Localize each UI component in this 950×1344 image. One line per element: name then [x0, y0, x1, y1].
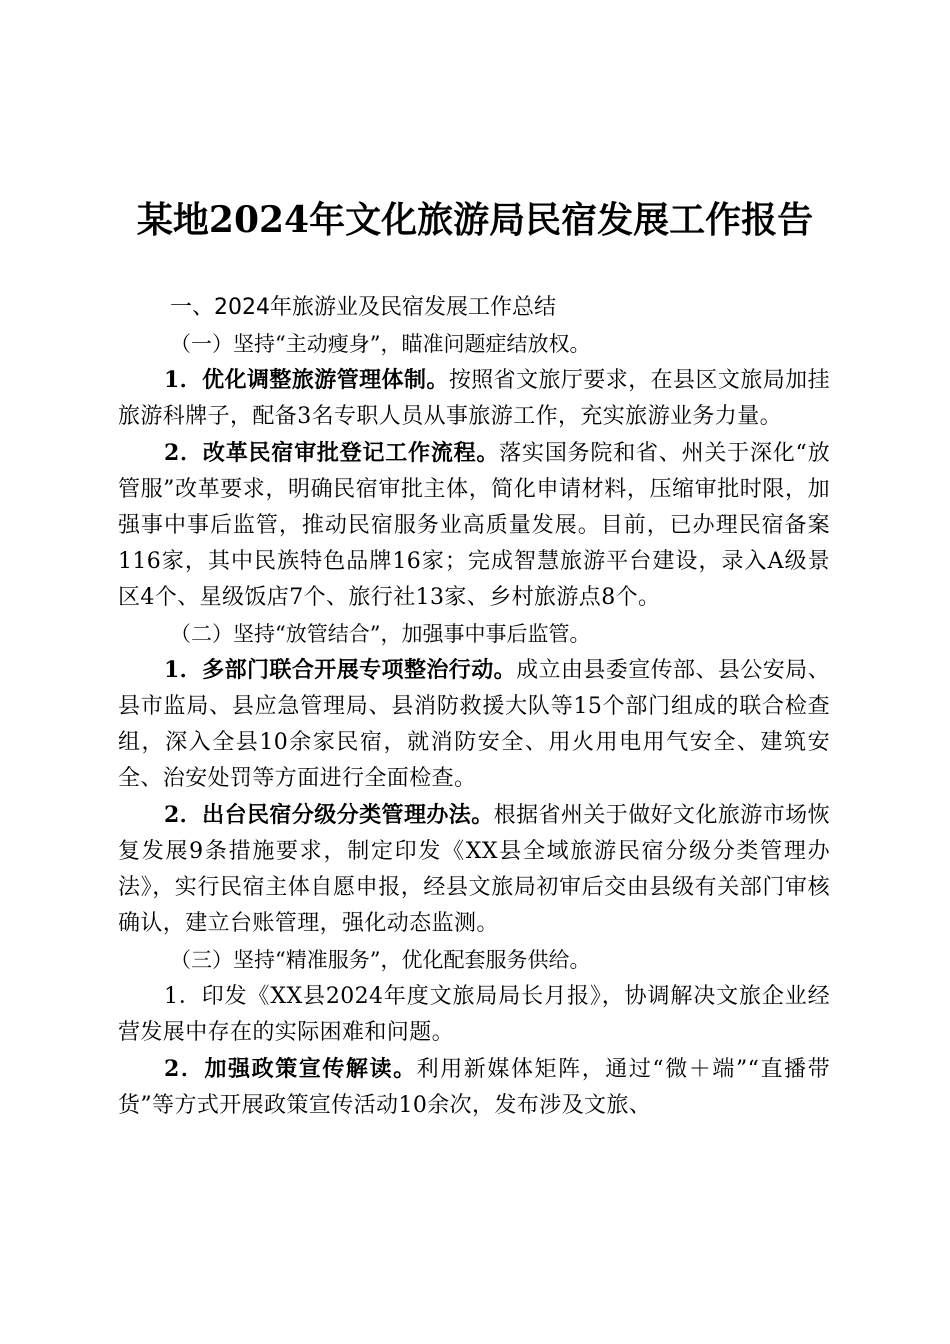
paragraph-text: 利用新媒体矩阵，通过“微＋端”“直播带货”等方式开展政策宣传活动10余次，发布涉及文旅、	[118, 1057, 830, 1118]
paragraph-lead: 2．改革民宿审批登记工作流程。	[164, 440, 500, 466]
paragraph	[118, 1051, 830, 1124]
paragraph-text: 落实国务院和省、州关于深化“放管服”改革要求，明确民宿审批主体，简化申请材料，压缩审批时限，加强事中事后监管，推动民宿服务业高质量发展。目前，已办理民宿备案116家，其中民族特色品牌16家；完成智慧旅游平台建设，录入A级景区4个、星级饭店7个、旅行社13家、乡村旅游点8个。	[118, 441, 831, 610]
paragraph-text: 成立由县委宣传部、县公安局、县市监局、县应急管理局、县消防救援大队等15个部门组成的联合检查组，深入全县10余家民宿，就消防安全、用火用电用气安全、建筑安全、治安处罚等方面进行全面检查。	[118, 658, 830, 791]
subsection-heading-1: （一）坚持“主动瘦身”，瞄准问题症结放权。	[170, 332, 591, 356]
paragraph	[118, 362, 830, 435]
subsection-heading-2: （二）坚持“放管结合”，加强事中事后监管。	[170, 622, 591, 646]
paragraph-text: 按照省文旅厅要求，在县区文旅局加挂旅游科牌子，配备3名专职人员从事旅游工作，充实旅游业务力量。	[118, 368, 830, 429]
subsection-heading-3: （三）坚持“精准服务”，优化配套服务供给。	[170, 948, 591, 972]
paragraph-lead: 1．优化调整旅游管理体制。	[164, 367, 449, 393]
document-title: 某地2024年文化旅游局民宿发展工作报告	[136, 199, 814, 241]
paragraph-lead: 2．加强政策宣传解读。	[164, 1056, 417, 1082]
paragraph	[118, 978, 830, 1051]
paragraph-text: 1．印发《XX县2024年度文旅局局长月报》，协调解决文旅企业经营发展中存在的实际困难和问题。	[118, 984, 830, 1045]
section-heading: 一、2024年旅游业及民宿发展工作总结	[170, 295, 556, 320]
paragraph-lead: 2．出台民宿分级分类管理办法。	[164, 802, 494, 828]
paragraph-text: 根据省州关于做好文化旅游市场恢复发展9条措施要求，制定印发《XX县全域旅游民宿分级分类管理办法》，实行民宿主体自愿申报，经县文旅局初审后交由县级有关部门审核确认，建立台账管理，强化动态监测。	[118, 803, 830, 936]
paragraph	[118, 797, 830, 942]
paragraph-lead: 1．多部门联合开展专项整治行动。	[164, 657, 517, 683]
paragraph	[118, 435, 830, 616]
document-body	[118, 290, 830, 1124]
paragraph	[118, 652, 830, 797]
